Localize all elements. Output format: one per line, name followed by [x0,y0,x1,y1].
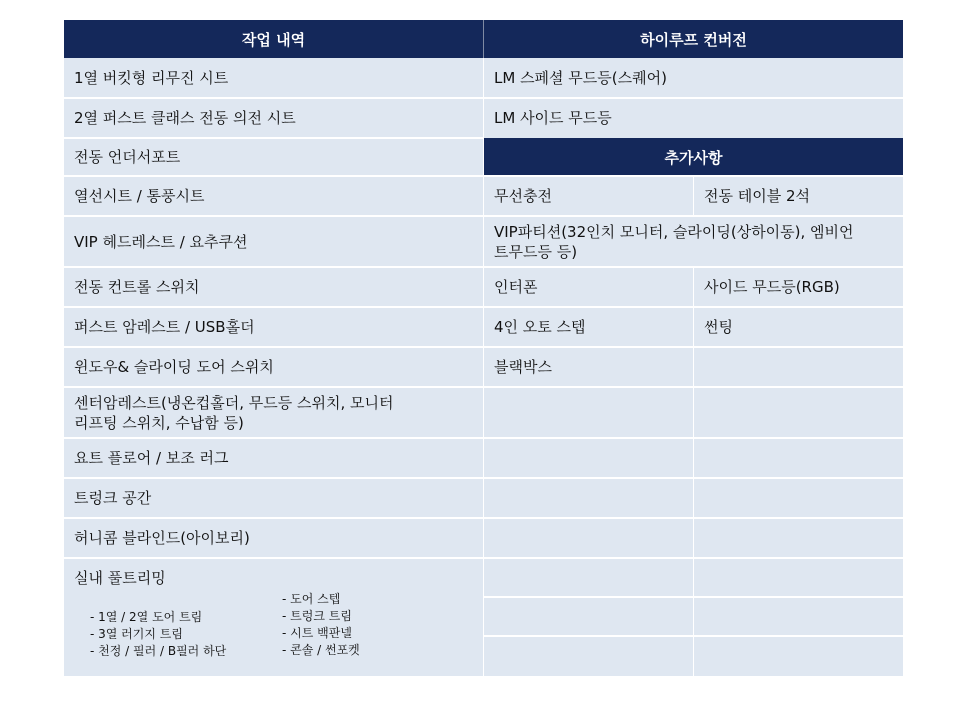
addition-item: 사이드 무드등(RGB) [704,278,840,296]
trim-list-left [90,609,226,660]
trim-item: - 트렁크 트림 [282,609,352,623]
header-work-details: 작업 내역 [64,20,483,58]
trim-list-right [282,591,360,659]
trim-item: - 콘솔 / 썬포켓 [282,643,360,657]
trim-item: - 1열 / 2열 도어 트림 [90,610,203,624]
work-item: 2열 퍼스트 클래스 전동 의전 시트 [74,109,296,127]
work-item: 허니콤 블라인드(아이보리) [74,529,250,547]
column-divider [483,58,484,676]
column-divider [693,267,694,676]
work-item: VIP 헤드레스트 / 요추쿠션 [74,232,248,251]
row-divider [64,137,484,139]
addition-item: 썬팅 [704,318,733,336]
trim-item: - 시트 백판넬 [282,626,352,640]
work-item: 1열 버킷형 리무진 시트 [74,69,229,87]
addition-item: 무선충전 [494,187,552,205]
addition-item: 블랙박스 [494,358,552,376]
addition-item: VIP파티션(32인치 모니터, 슬라이딩(상하이동), 엠비언트무드등 등) [494,222,854,261]
header-hilroof: 하이루프 컨버전 [484,20,903,58]
header-additions: 추가사항 [484,138,903,176]
work-item: 전동 언더서포트 [74,148,181,166]
addition-item [694,347,903,387]
work-item: 센터암레스트(냉온컵홀더, 무드등 스위치, 모니터 리프팅 스위치, 수납함 등) [74,393,394,432]
addition-item: 4인 오토 스텝 [494,318,586,336]
work-item: 윈도우& 슬라이딩 도어 스위치 [74,358,274,376]
trim-item: - 3열 러기지 트림 [90,627,183,641]
work-item: 실내 풀트리밍 [74,569,166,587]
trim-item: - 도어 스텝 [282,592,341,606]
column-divider [693,176,694,216]
hilroof-item: LM 사이드 무드등 [494,109,612,127]
work-item: 요트 플로어 / 보조 러그 [74,449,229,467]
addition-item: 인터폰 [494,278,538,296]
trim-item: - 천정 / 필러 / B필러 하단 [90,644,227,658]
work-item: 퍼스트 암레스트 / USB홀더 [74,318,255,336]
work-item: 열선시트 / 통풍시트 [74,187,205,205]
hilroof-item: LM 스페셜 무드등(스퀘어) [494,69,667,87]
addition-item: 전동 테이블 2석 [704,187,811,205]
work-item: 전동 컨트롤 스위치 [74,278,200,296]
work-item: 트렁크 공간 [74,489,152,507]
